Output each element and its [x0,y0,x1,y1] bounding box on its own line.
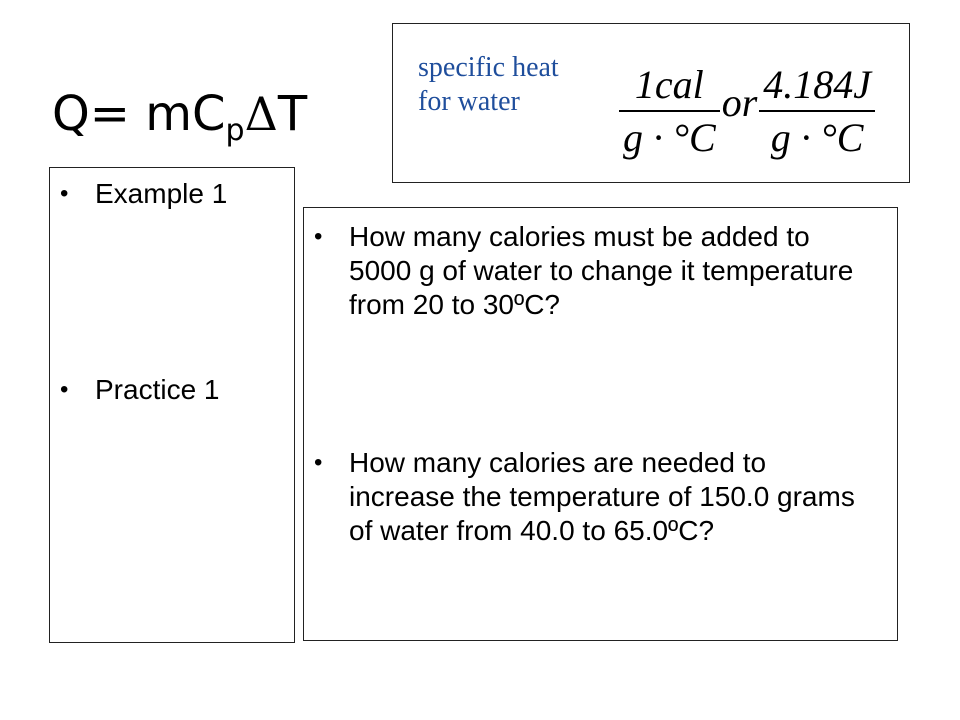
specific-heat-box [392,23,910,183]
joule-numerator: 4.184J [763,62,872,107]
list-item-text: Practice 1 [95,374,220,405]
formula-title [52,86,307,149]
title-main: Q= mC [52,86,226,142]
bullet: • [314,223,323,250]
calorie-numerator: 1cal [634,62,704,107]
list-item-text: Example 1 [95,178,228,209]
specific-heat-label-line2: for water [418,86,520,117]
question-text: How many calories are needed to increase the temperature of 150.0 grams of water from 40.0 to 65.0ºC? [349,447,855,546]
bullet: • [314,449,323,476]
title-end: T [277,86,308,142]
bullet: • [60,180,69,207]
joule-fraction [759,60,875,164]
title-subscript: p [225,113,245,148]
specific-heat-label-line1: specific heat [418,52,559,83]
specific-heat-formula [619,54,875,170]
list-item-practice-1 [60,373,285,407]
or-connector: or [721,79,758,125]
list-item-example-1 [60,177,285,211]
delta-symbol: Δ [244,87,278,141]
question-text: How many calories must be added to 5000 g of water to change it temperature from 20 to 30ºC? [349,221,854,320]
calorie-fraction [619,60,720,164]
joule-denominator: g · °C [770,115,864,160]
specific-heat-label [418,51,559,119]
calorie-denominator: g · °C [623,115,716,160]
question-1 [314,220,874,322]
question-2 [314,446,874,548]
bullet: • [60,376,69,403]
